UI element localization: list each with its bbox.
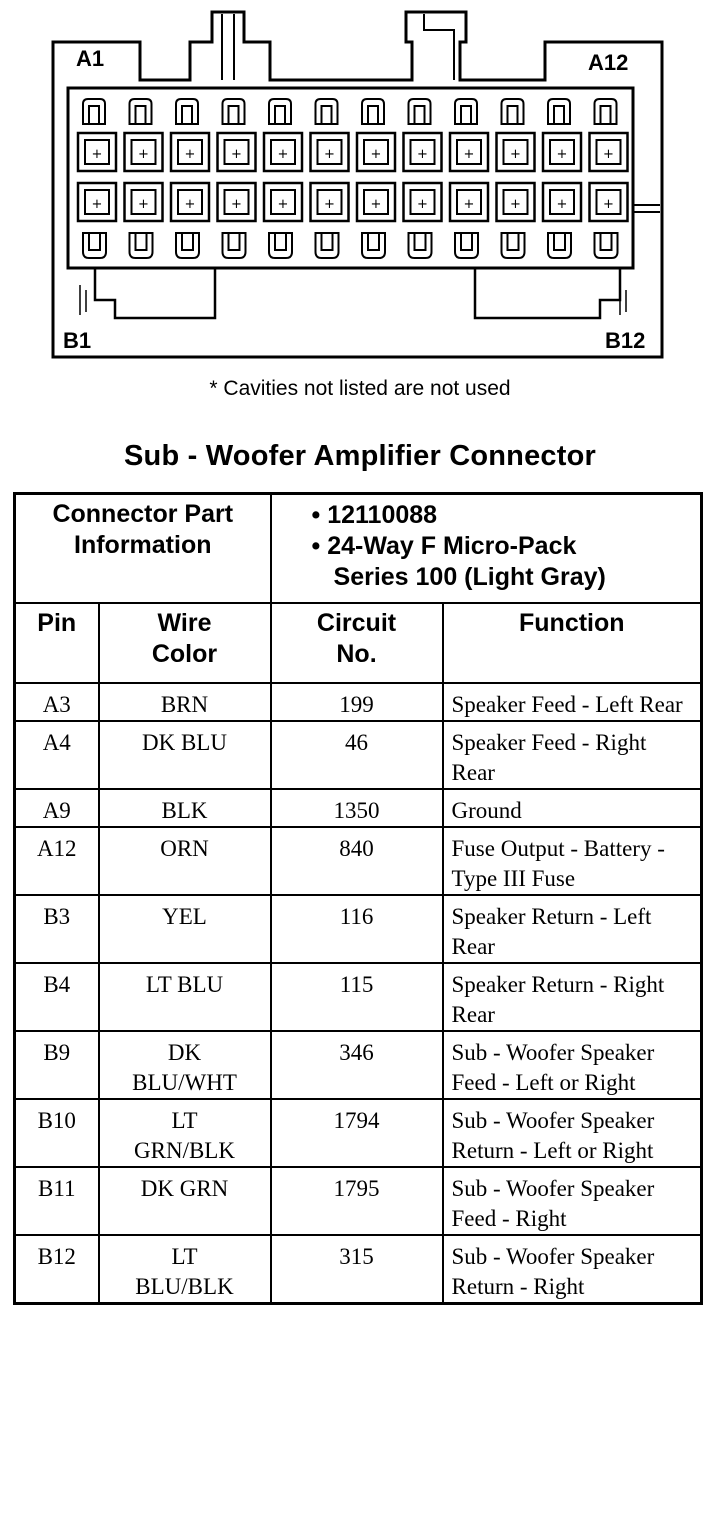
wire-color-cell: DK GRN (99, 1167, 271, 1235)
connector-table (13, 492, 703, 1305)
circuit-cell: 115 (271, 963, 443, 1031)
pin-cell: A12 (15, 827, 99, 895)
function-cell: Sub - Woofer Speaker Return - Right (443, 1235, 702, 1304)
cavity-terminal-mark: + (417, 147, 428, 162)
cavity-latch-bottom (130, 233, 153, 258)
function-cell: Fuse Output - Battery - Type III Fuse (443, 827, 702, 895)
part-description-cont: Series 100 (Light Gray) (333, 563, 606, 591)
label-b12: B12 (605, 328, 646, 353)
function-cell: Sub - Woofer Speaker Feed - Right (443, 1167, 702, 1235)
cavity-terminal-mark: + (231, 197, 242, 212)
cavity-terminal-mark: + (324, 147, 335, 162)
pin-cell: B4 (15, 963, 99, 1031)
circuit-cell: 1350 (271, 789, 443, 827)
table-row (15, 789, 702, 827)
table-row (15, 1167, 702, 1235)
label-b1: B1 (63, 328, 92, 353)
circuit-cell: 116 (271, 895, 443, 963)
part-description: • 24-Way F Micro-Pack (311, 532, 577, 560)
function-cell: Speaker Return - Right Rear (443, 963, 702, 1031)
pin-rows (15, 683, 702, 1304)
cavity-latch-top (223, 99, 245, 124)
table-row (15, 683, 702, 721)
pin-cell: A4 (15, 721, 99, 789)
cavity-latch-bottom (223, 233, 246, 258)
cavity-terminal-mark: + (91, 147, 103, 162)
unused-cavities-note: * Cavities not listed are not used (209, 377, 511, 400)
cavity-latch-top (316, 99, 338, 124)
circuit-cell: 1794 (271, 1099, 443, 1167)
part-info-values (271, 494, 702, 604)
cavity-latch-top (130, 99, 152, 124)
part-info-label: Connector Part Information (15, 494, 271, 604)
circuit-cell: 199 (271, 683, 443, 721)
function-cell: Ground (443, 789, 702, 827)
cavity-terminal-mark: + (417, 197, 428, 212)
table-row (15, 963, 702, 1031)
cavity-latch-top (502, 99, 524, 124)
column-header-row (15, 603, 702, 683)
wire-color-cell: DK BLU/WHT (99, 1031, 271, 1099)
cavity-latch-top (83, 99, 105, 124)
cavity-terminal-mark: + (370, 147, 382, 162)
cavity-latch-top (455, 99, 477, 124)
pin-cell: B11 (15, 1167, 99, 1235)
pin-cell: B9 (15, 1031, 99, 1099)
cavity-latch-top (269, 99, 291, 124)
cavity-terminal-mark: + (277, 197, 289, 212)
circuit-cell: 315 (271, 1235, 443, 1304)
cavity-latch-bottom (595, 233, 618, 258)
pin-cell: A3 (15, 683, 99, 721)
wire-color-cell: BLK (99, 789, 271, 827)
cavity-latch-top (409, 99, 431, 124)
cavity-terminal-mark: + (91, 197, 103, 212)
cavity-terminal-mark: + (556, 197, 568, 212)
wire-color-cell: ORN (99, 827, 271, 895)
connector-face-diagram (0, 0, 720, 380)
cavity-terminal-mark: + (231, 147, 242, 162)
pin-cell: B10 (15, 1099, 99, 1167)
table-row (15, 895, 702, 963)
pin-cell: B3 (15, 895, 99, 963)
circuit-cell: 1795 (271, 1167, 443, 1235)
wire-color-cell: LT GRN/BLK (99, 1099, 271, 1167)
table-row (15, 1031, 702, 1099)
col-circuit-header: Circuit No. (271, 603, 443, 683)
cavity-terminal-mark: + (463, 197, 475, 212)
cavity-latch-bottom (83, 233, 106, 258)
wire-color-cell: LT BLU/BLK (99, 1235, 271, 1304)
wire-color-cell: BRN (99, 683, 271, 721)
table-row (15, 827, 702, 895)
cavity-latch-top (595, 99, 617, 124)
cavity-latch-bottom (548, 233, 571, 258)
pin-cell: A9 (15, 789, 99, 827)
cavity-terminal-mark: + (184, 197, 196, 212)
circuit-cell: 840 (271, 827, 443, 895)
part-number: • 12110088 (311, 501, 438, 529)
cavity-latch-top (176, 99, 198, 124)
cavity-latch-bottom (176, 233, 199, 258)
col-function-header: Function (443, 603, 702, 683)
circuit-cell: 46 (271, 721, 443, 789)
col-pin-header: Pin (15, 603, 99, 683)
function-cell: Speaker Feed - Left Rear (443, 683, 702, 721)
cavity-terminal-mark: + (138, 147, 149, 162)
function-cell: Sub - Woofer Speaker Return - Left or Right (443, 1099, 702, 1167)
cavity-latch-top (548, 99, 570, 124)
pin-cell: B12 (15, 1235, 99, 1304)
wire-color-cell: LT BLU (99, 963, 271, 1031)
cavity-grid (78, 99, 628, 258)
cavity-terminal-mark: + (184, 147, 196, 162)
cavity-terminal-mark: + (556, 147, 568, 162)
cavity-terminal-mark: + (510, 147, 521, 162)
wire-color-cell: YEL (99, 895, 271, 963)
circuit-cell: 346 (271, 1031, 443, 1099)
wire-color-cell: DK BLU (99, 721, 271, 789)
function-cell: Speaker Feed - Right Rear (443, 721, 702, 789)
cavity-terminal-mark: + (324, 197, 335, 212)
cavity-latch-top (362, 99, 384, 124)
function-cell: Sub - Woofer Speaker Feed - Left or Right (443, 1031, 702, 1099)
cavity-latch-bottom (502, 233, 525, 258)
cavity-latch-bottom (362, 233, 385, 258)
table-row (15, 721, 702, 789)
label-a1: A1 (76, 46, 105, 71)
table-row (15, 1235, 702, 1304)
cavity-terminal-mark: + (510, 197, 521, 212)
cavity-terminal-mark: + (370, 197, 382, 212)
col-wire-color-header: Wire Color (99, 603, 271, 683)
page-title: Sub - Woofer Amplifier Connector (123, 440, 596, 472)
cavity-latch-bottom (269, 233, 292, 258)
cavity-latch-bottom (455, 233, 478, 258)
cavity-latch-bottom (316, 233, 339, 258)
cavity-terminal-mark: + (603, 147, 614, 162)
part-info-row (15, 494, 702, 604)
table-row (15, 1099, 702, 1167)
cavity-terminal-mark: + (277, 147, 289, 162)
cavity-terminal-mark: + (138, 197, 149, 212)
function-cell: Speaker Return - Left Rear (443, 895, 702, 963)
cavity-terminal-mark: + (463, 147, 475, 162)
cavity-terminal-mark: + (603, 197, 614, 212)
label-a12: A12 (588, 50, 629, 75)
cavity-latch-bottom (409, 233, 432, 258)
